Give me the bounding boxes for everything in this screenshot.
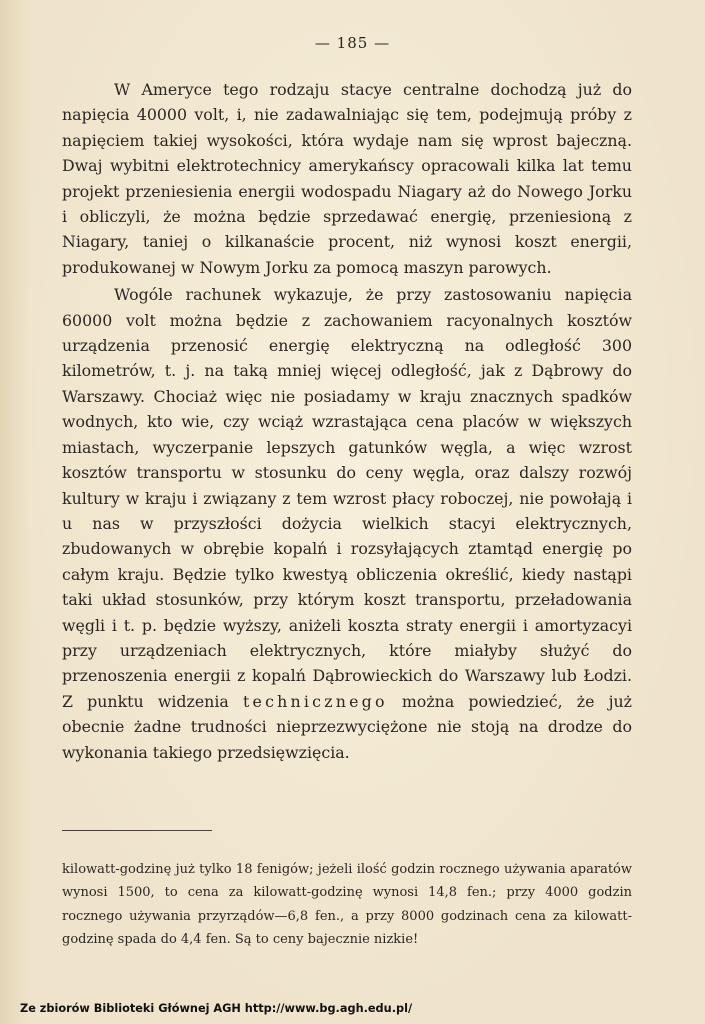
library-stamp: Ze zbiorów Biblioteki Głównej AGH http://www.bg.agh.edu.pl/ <box>20 1002 413 1015</box>
paragraph-2-spaced-word: technicznego <box>243 691 388 711</box>
paragraph-2 <box>62 282 632 765</box>
main-text <box>62 77 632 765</box>
footnote: kilowatt-godzinę już tylko 18 fenigów; jeżeli ilość godzin rocznego używania aparatów wynosi 1500, to cena za kilowatt-godzinę wynosi 14,8 fen.; przy 4000 godzin rocznego używania przyrządów—6,8 fen., a przy 8000 godzinach cena za kilowatt-godzinę spada do 4,4 fen. Są to ceny bajecznie nizkie! <box>62 862 632 948</box>
footnote-divider <box>62 830 212 831</box>
paragraph-2-text-start: Wogóle rachunek wykazuje, że przy zastosowaniu napięcia 60000 volt można będzie z zachowaniem racyonalnych kosztów urządzenia przenosić energię elektryczną na odległość 300 kilometrów, t. j. na taką mniej więcej odległość, jak z Dąbrowy do Warszawy. Chociaż więc nie posiadamy w kraju znacznych spadków wodnych, kto wie, czy wciąż wzrastająca cena placów w większych miastach, wyczerpanie lepszych gatunków węgla, a więc wzrost kosztów transportu w stosunku do ceny węgla, oraz dalszy rozwój kultury w kraju i związany z tem wzrost płacy roboczej, nie powołają i u nas w przyszłości dożycia wielkich stacyi elektrycznych, zbudowanych w obrębie kopalń i rozsyłających ztamtąd energię po całym kraju. Będzie tylko kwestyą obliczenia określić, kiedy nastąpi taki układ stosunków, przy którym koszt transportu, przeładowania węgli i t. p. będzie wyższy, aniżeli koszta straty energii i amortyzacyi przy urządzeniach elektrycznych, które miałyby służyć do przenoszenia energii z kopalń Dąbrowieckich do Warszawy lub Łodzi. Z punktu widzenia <box>62 285 632 711</box>
paragraph-2-text-end: można powiedzieć, że już obecnie żadne trudności nieprzezwyciężone nie stoją na drodze do wykonania takiego przedsięwzięcia. <box>62 691 632 762</box>
paragraph-1: W Ameryce tego rodzaju stacye centralne dochodzą już do napięcia 40000 volt, i, nie zadawalniając się tem, podejmują próby z napięciem takiej wysokości, która wydaje nam się wprost bajeczną. Dwaj wybitni elektrotechnicy amerykańscy opracowali kilka lat temu projekt przeniesienia energii wodospadu Niagary aż do Nowego Jorku i obliczyli, że można będzie sprzedawać energię, przeniesioną z Niagary, taniej o kilkanaście procent, niż wynosi koszt energii, produkowanej w Nowym Jorku za pomocą maszyn parowych. <box>62 80 632 277</box>
page-number: — 185 — <box>314 34 391 52</box>
